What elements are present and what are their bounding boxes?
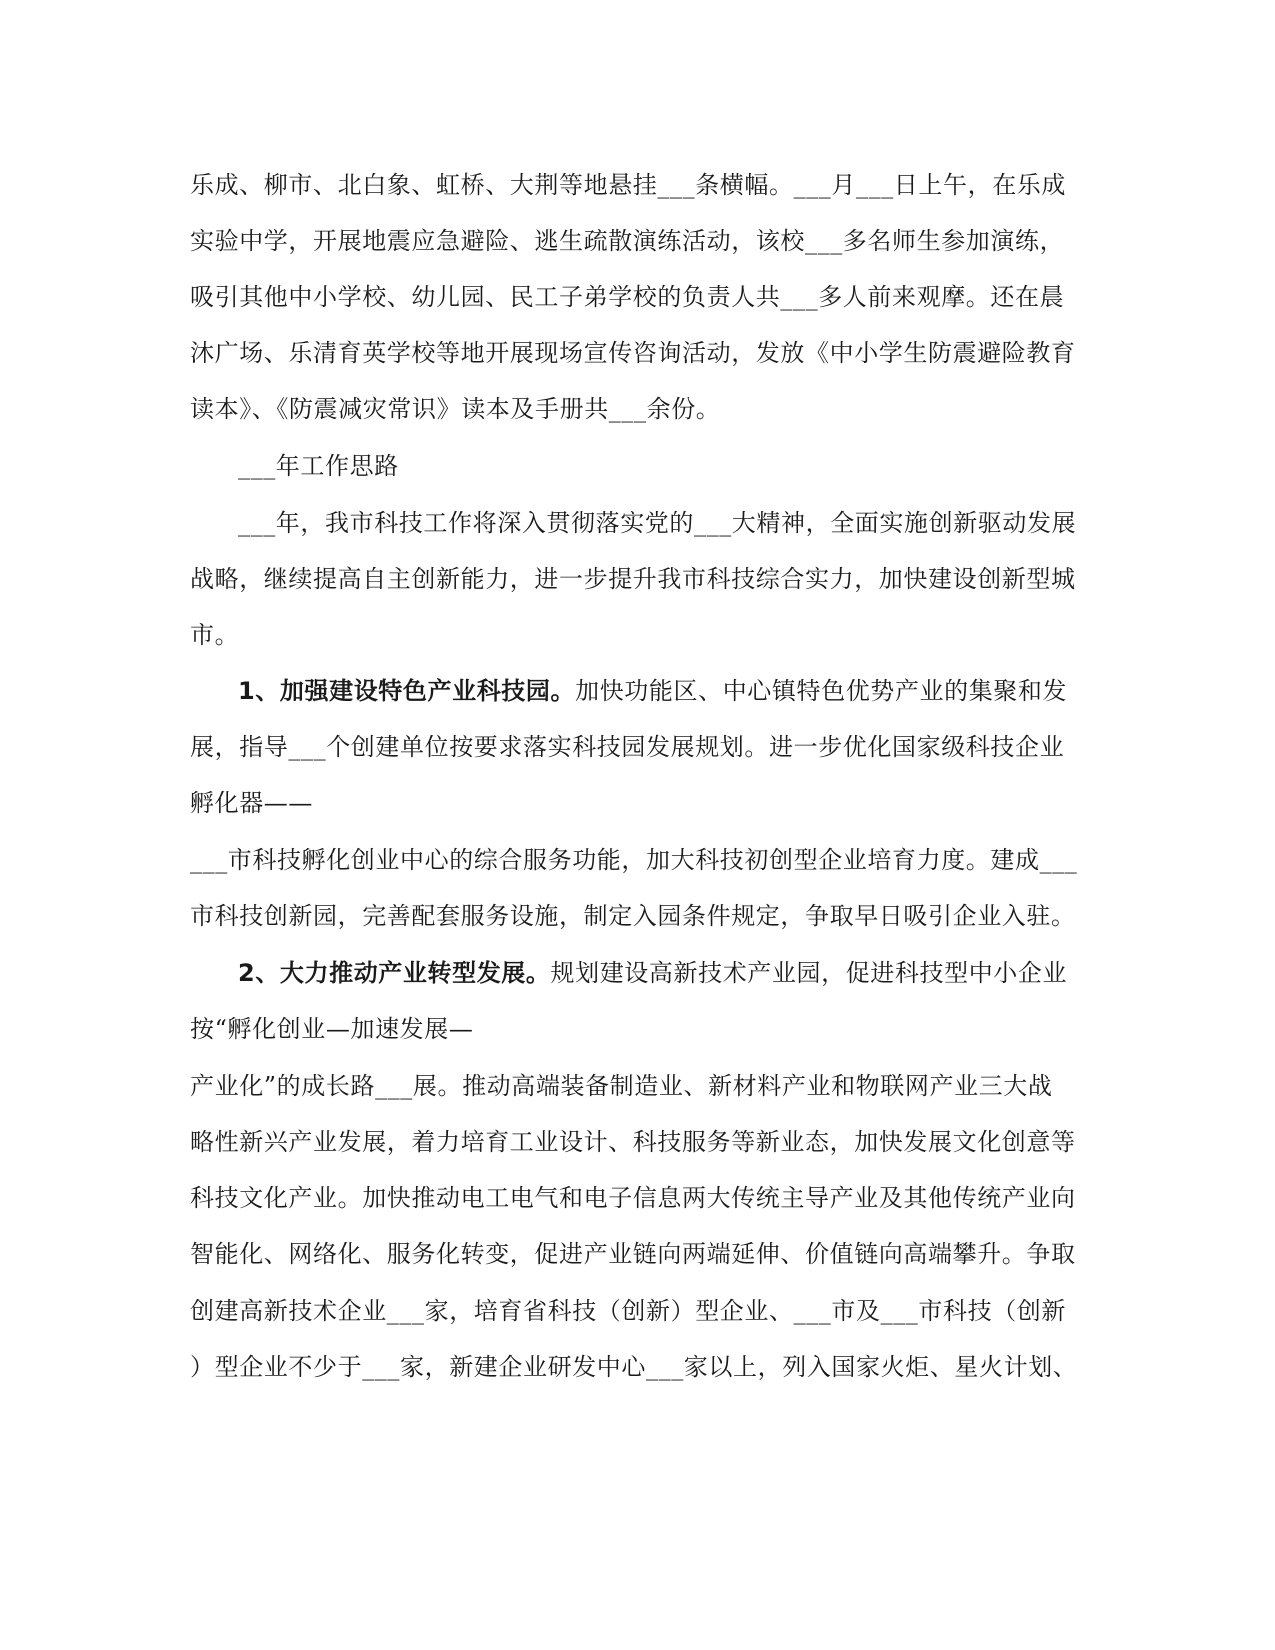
- item-1-text: 加快功能区、中心镇特色优势产业的集聚和发: [575, 677, 1068, 705]
- text-line: 乐成、柳市、北白象、虹桥、大荆等地悬挂___条横幅。___月___日上午，在乐成: [190, 171, 1066, 199]
- item-2-heading: 2、大力推动产业转型发展。: [238, 959, 551, 987]
- item-2-text: 规划建设高新技术产业园，促进科技型中小企业: [550, 959, 1068, 987]
- text-line: ___年，我市科技工作将深入贯彻落实党的___大精神，全面实施创新驱动发展: [238, 509, 1077, 537]
- text-line: 创建高新技术企业___家，培育省科技（创新）型企业、___市及___市科技（创新: [190, 1297, 1066, 1325]
- text-line: 吸引其他中小学校、幼儿园、民工子弟学校的负责人共___多人前来观摩。还在晨: [190, 283, 1065, 311]
- text-line: 产业化”的成长路___展。推动高端装备制造业、新材料产业和物联网产业三大战: [190, 1072, 1053, 1100]
- item-1-heading: 1、加强建设特色产业科技园。: [238, 677, 576, 705]
- text-line: ___市科技孵化创业中心的综合服务功能，加大科技初创型企业培育力度。建成___: [190, 846, 1078, 874]
- text-line: 智能化、网络化、服务化转变，促进产业链向两端延伸、价值链向高端攀升。争取: [190, 1240, 1076, 1268]
- section-heading: ___年工作思路: [238, 452, 399, 480]
- text-line: 沐广场、乐清育英学校等地开展现场宣传咨询活动，发放《中小学生防震避险教育: [190, 339, 1076, 367]
- text-line: ）型企业不少于___家，新建企业研发中心___家以上，列入国家火炬、星火计划、: [190, 1353, 1078, 1381]
- text-line: 战略，继续提高自主创新能力，进一步提升我市科技综合实力，加快建设创新型城: [190, 565, 1076, 593]
- paragraph-item-2: [238, 958, 1138, 988]
- text-line: 按“孵化创业—加速发展—: [190, 1015, 474, 1043]
- text-line: 略性新兴产业发展，着力培育工业设计、科技服务等新业态，加快发展文化创意等: [190, 1128, 1076, 1156]
- text-line: 市。: [190, 621, 240, 649]
- text-line: 孵化器——: [190, 789, 313, 817]
- text-line: 实验中学，开展地震应急避险、逃生疏散演练活动，该校___多名师生参加演练，: [190, 227, 1065, 255]
- text-line: 展，指导___个创建单位按要求落实科技园发展规划。进一步优化国家级科技企业: [190, 733, 1065, 761]
- paragraph-item-1: [238, 676, 1138, 706]
- text-line: 市科技创新园，完善配套服务设施，制定入园条件规定，争取早日吸引企业入驻。: [190, 902, 1076, 930]
- text-line: 读本》、《防震减灾常识》读本及手册共___余份。: [190, 395, 721, 423]
- text-line: 科技文化产业。加快推动电工电气和电子信息两大传统主导产业及其他传统产业向: [190, 1184, 1076, 1212]
